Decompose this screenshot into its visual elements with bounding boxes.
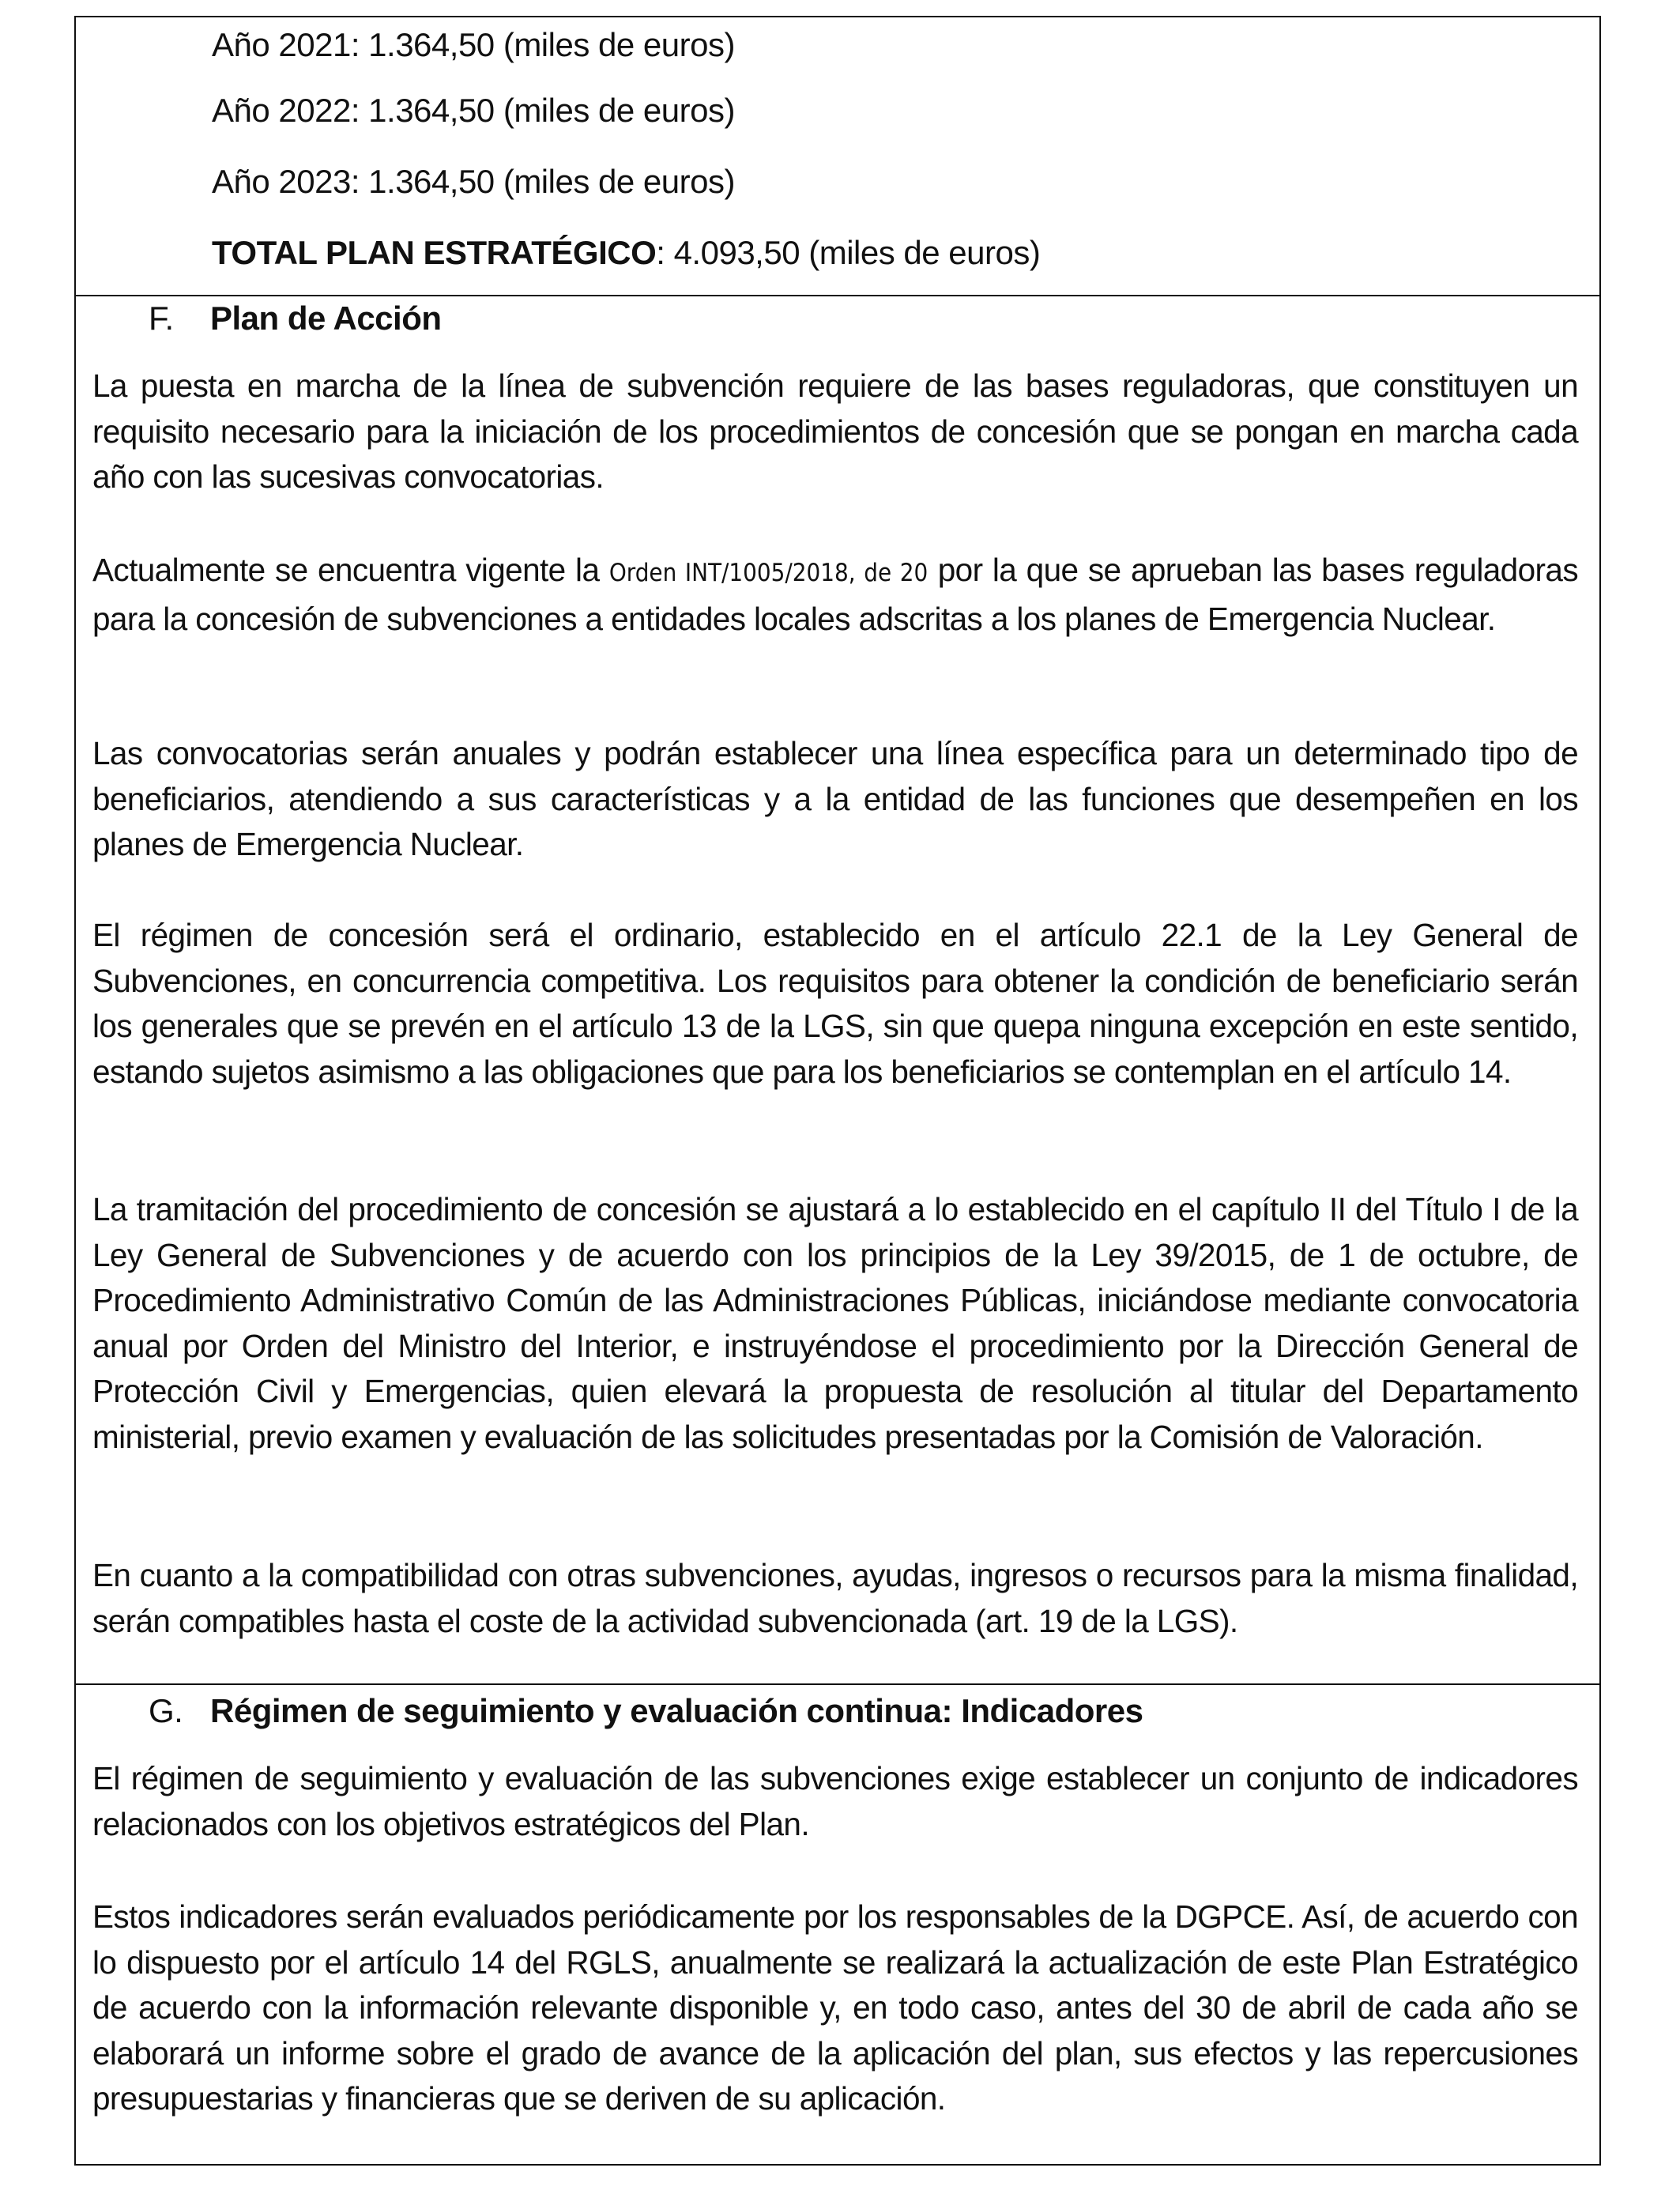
section-g-title: Régimen de seguimiento y evaluación continua: Indicadores bbox=[210, 1692, 1143, 1729]
section-f-paragraph-2-end: por la que se aprueban las bases reguladoras para la concesión de subvenciones a entidades locales adscritas a los planes de Emergencia Nuclear. bbox=[92, 552, 1578, 637]
section-divider-g bbox=[74, 1683, 1601, 1685]
budget-total-value: : 4.093,50 (miles de euros) bbox=[656, 234, 1041, 271]
section-g-paragraph-1: El régimen de seguimiento y evaluación de las subvenciones exige establecer un conjunto de indicadores relacionados con los objetivos estratégicos del Plan. bbox=[92, 1760, 1578, 1842]
budget-total-label: TOTAL PLAN ESTRATÉGICO bbox=[212, 234, 657, 271]
budget-total bbox=[212, 233, 1040, 273]
section-f-paragraph-1: La puesta en marcha de la línea de subvención requiere de las bases reguladoras, que constituyen un requisito necesario para la iniciación de los procedimientos de concesión que se pongan en marcha cada año con las sucesivas convocatorias. bbox=[92, 368, 1578, 495]
budget-line-2021: Año 2021: 1.364,50 (miles de euros) bbox=[212, 26, 735, 63]
section-g-paragraph-2: Estos indicadores serán evaluados periódicamente por los responsables de la DGPCE. Así, de acuerdo con lo dispuesto por el artículo 14 del RGLS, anualmente se realizará la actualización de este Plan Estratégico de acuerdo con la información relevante disponible y, en todo caso, antes del 30 de abril de cada año se elaborará un informe sobre el grado de avance de la aplicación del plan, sus efectos y las repercusiones presupuestarias y financieras que se deriven de su aplicación. bbox=[92, 1898, 1578, 2117]
section-f-paragraph-4: El régimen de concesión será el ordinario, establecido en el artículo 22.1 de la Ley General de Subvenciones, en concurrencia competitiva. Los requisitos para obtener la condición de beneficiario serán los generales que se prevén en el artículo 13 de la LGS, sin que quepa ninguna excepción en este sentido, estando sujetos asimismo a las obligaciones que para los beneficiarios se contemplan en el artículo 14. bbox=[92, 917, 1578, 1090]
section-divider-f bbox=[74, 295, 1601, 296]
section-f-title: Plan de Acción bbox=[210, 300, 442, 337]
budget-line-2022: Año 2022: 1.364,50 (miles de euros) bbox=[212, 92, 735, 129]
section-f-paragraph-6: En cuanto a la compatibilidad con otras subvenciones, ayudas, ingresos o recursos para la misma finalidad, serán compatibles hasta el coste de la actividad subvencionada (art. 19 de la LGS). bbox=[92, 1557, 1578, 1639]
section-f-paragraph-2-start: Actualmente se encuentra vigente la bbox=[92, 552, 609, 588]
section-f-paragraph-3: Las convocatorias serán anuales y podrán establecer una línea específica para un determinado tipo de beneficiarios, atendiendo a sus características y a la entidad de las funciones que desempeñen en los planes de Emergencia Nuclear. bbox=[92, 735, 1578, 862]
section-f-paragraph-5: La tramitación del procedimiento de concesión se ajustará a lo establecido en el capítulo II del Título I de la Ley General de Subvenciones y de acuerdo con los principios de la Ley 39/2015, de 1 de octubre, de Procedimiento Administrativo Común de las Administraciones Públicas, iniciándose mediante convocatoria anual por Orden del Ministro del Interior, e instruyéndose el procedimiento por la Dirección General de Protección Civil y Emergencias, quien elevará la propuesta de resolución al titular del Departamento ministerial, previo examen y evaluación de las solicitudes presentadas por la Comisión de Valoración. bbox=[92, 1191, 1578, 1455]
section-f-paragraph-2 bbox=[92, 548, 1578, 642]
budget-line-2023: Año 2023: 1.364,50 (miles de euros) bbox=[212, 163, 735, 200]
order-reference: Orden INT/1005/2018, de 20 bbox=[608, 559, 929, 587]
section-g-letter: G. bbox=[149, 1692, 183, 1729]
section-f-letter: F. bbox=[149, 300, 174, 337]
